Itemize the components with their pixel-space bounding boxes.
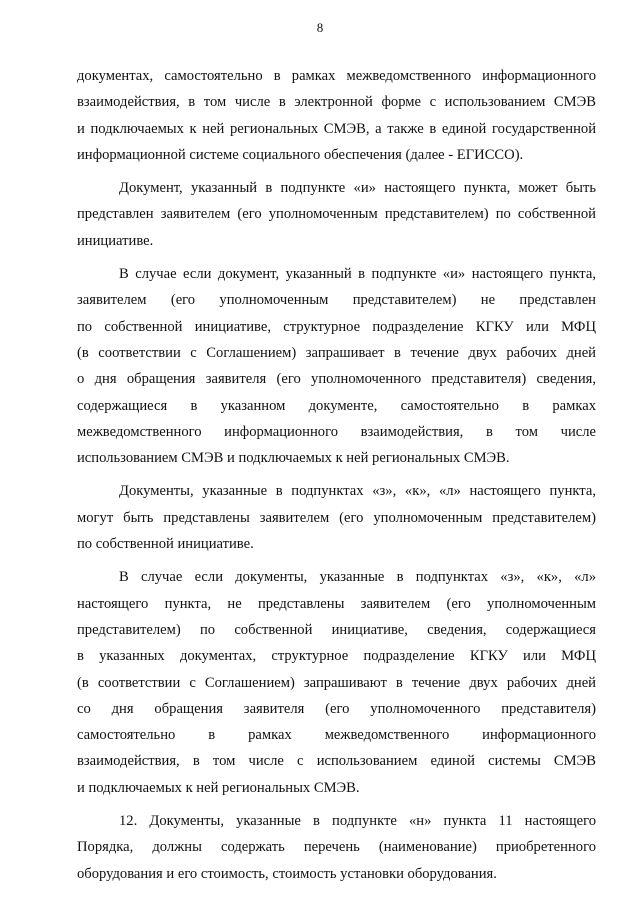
text-line: 12. Документы, указанные в подпункте «н» пункта 11 настоящего [119, 813, 596, 830]
paragraph-request-documents-z-k-l [77, 564, 596, 801]
text-line: (в соответствии с Соглашением) запрашивают в течение двух рабочих дней [77, 674, 596, 691]
text-line: взаимодействия, в том числе с использованием единой системы СМЭВ [77, 753, 596, 770]
paragraph-request-document-i [77, 261, 596, 471]
text-line: использованием СМЭВ и подключаемых к ней региональных СМЭВ. [77, 450, 510, 467]
text-line: Документы, указанные в подпунктах «з», «к», «л» настоящего пункта, [119, 483, 596, 500]
text-line: взаимодействия, в том числе в электронной форме с использованием СМЭВ [77, 94, 596, 111]
paragraph-item-12 [77, 808, 596, 887]
text-line: и подключаемых к ней региональных СМЭВ, а также в единой государственной [77, 120, 596, 137]
text-line: самостоятельно в рамках межведомственного информационного [77, 727, 596, 744]
text-line: В случае если документы, указанные в подпунктах «з», «к», «л» [119, 569, 596, 586]
text-line: в указанных документах, структурное подразделение КГКУ или МФЦ [77, 648, 596, 665]
text-line: (в соответствии с Соглашением) запрашивает в течение двух рабочих дней [77, 344, 596, 361]
text-line: по собственной инициативе, структурное подразделение КГКУ или МФЦ [77, 318, 596, 335]
text-line: по собственной инициативе. [77, 536, 254, 553]
text-line: настоящего пункта, не представлены заявителем (его уполномоченным [77, 595, 596, 612]
text-line: представлен заявителем (его уполномоченным представителем) по собственной [77, 206, 596, 223]
text-line: В случае если документ, указанный в подпункте «и» настоящего пункта, [119, 266, 596, 283]
text-line: о дня обращения заявителя (его уполномоченного представителя) сведения, [77, 371, 596, 388]
paragraph-continuation [77, 63, 596, 168]
page-number: 8 [316, 20, 324, 35]
text-line: документах, самостоятельно в рамках межведомственного информационного [77, 68, 596, 84]
paragraph-documents-z-k-l [77, 478, 596, 557]
text-line: Порядка, должны содержать перечень (наименование) приобретенного [77, 839, 596, 856]
document-body [77, 63, 596, 887]
text-line: инициативе. [77, 232, 154, 249]
text-line: оборудования и его стоимость, стоимость установки оборудования. [77, 865, 497, 882]
text-line: представителем) по собственной инициативе, сведения, содержащиеся [77, 621, 596, 638]
text-line: и подключаемых к ней региональных СМЭВ. [77, 779, 360, 796]
text-line: информационной системе социального обеспечения (далее - ЕГИССО). [77, 146, 524, 163]
paragraph-document-i [77, 175, 596, 254]
text-line: со дня обращения заявителя (его уполномоченного представителя) [77, 700, 596, 717]
text-line: содержащиеся в указанном документе, самостоятельно в рамках [77, 397, 596, 414]
text-line: могут быть представлены заявителем (его уполномоченным представителем) [77, 509, 596, 526]
text-line: Документ, указанный в подпункте «и» настоящего пункта, может быть [119, 180, 596, 197]
text-line: межведомственного информационного взаимодействия, в том числе [77, 423, 596, 440]
text-line: заявителем (его уполномоченным представителем) не представлен [77, 292, 596, 309]
